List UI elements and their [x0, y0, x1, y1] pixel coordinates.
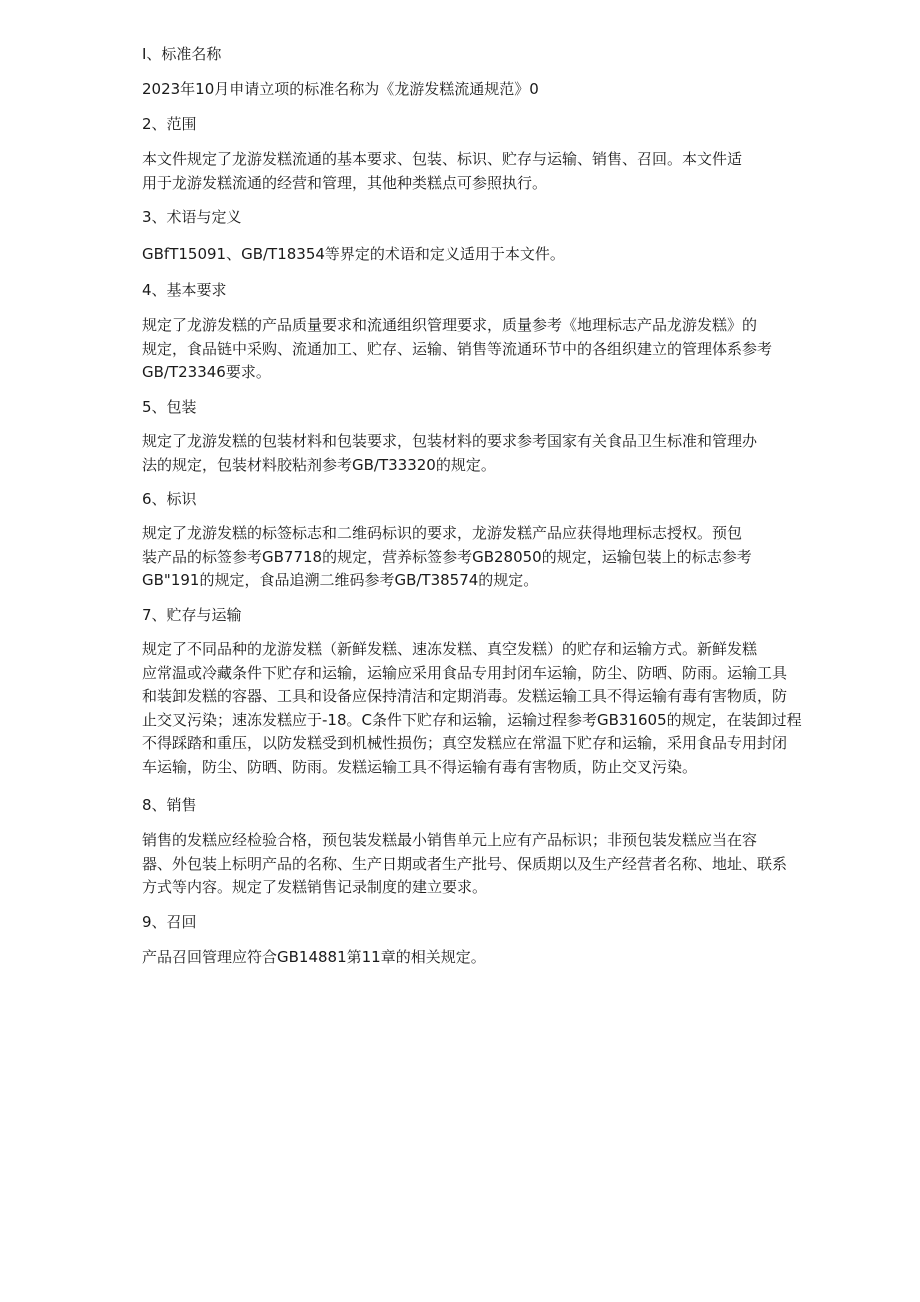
body-line: 止交叉污染；速冻发糕应于-18。C条件下贮存和运输，运输过程参考GB31605的规定，在装卸过程: [142, 710, 802, 729]
body-line: 本文件规定了龙游发糕流通的基本要求、包装、标识、贮存与运输、销售、召回。本文件适: [142, 150, 743, 168]
section-body: [142, 829, 842, 900]
body-line: 车运输，防尘、防晒、防雨。发糕运输工具不得运输有毒有害物质，防止交叉污染。: [142, 757, 698, 776]
section-heading: 2、范围: [142, 115, 197, 133]
body-line: 规定，食品链中采购、流通加工、贮存、运输、销售等流通环节中的各组织建立的管理体系参考: [142, 339, 773, 358]
body-line: 和装卸发糕的容器、工具和设备应保持清洁和定期消毒。发糕运输工具不得运输有毒有害物质，防: [142, 687, 788, 705]
body-line: 规定了不同品种的龙游发糕（新鲜发糕、速冻发糕、真空发糕）的贮存和运输方式。新鲜发糕: [142, 640, 758, 658]
section-heading: 6、标识: [142, 490, 197, 508]
body-line: 规定了龙游发糕的产品质量要求和流通组织管理要求，质量参考《地理标志产品龙游发糕》的: [142, 316, 758, 334]
section-heading: 7、贮存与运输: [142, 606, 242, 624]
section-heading: 5、包装: [142, 398, 197, 416]
body-line: 规定了龙游发糕的包装材料和包装要求，包装材料的要求参考国家有关食品卫生标准和管理办: [142, 432, 758, 450]
body-line: GB"191的规定，食品追溯二维码参考GB/T38574的规定。: [142, 571, 539, 589]
section-body: [142, 430, 842, 477]
section-body: [142, 78, 842, 102]
body-line: 法的规定，包装材料胶粘剂参考GB/T33320的规定。: [142, 455, 496, 474]
section-heading: 3、术语与定义: [142, 208, 242, 226]
body-line: 用于龙游发糕流通的经营和管理，其他种类糕点可参照执行。: [142, 173, 548, 192]
body-line: 产品召回管理应符合GB14881第11章的相关规定。: [142, 948, 486, 966]
body-line: 应常温或冷藏条件下贮存和运输，运输应采用食品专用封闭车运输，防尘、防晒、防雨。运输工具: [142, 663, 788, 682]
section-body: [142, 148, 842, 195]
body-line: 方式等内容。规定了发糕销售记录制度的建立要求。: [142, 878, 488, 896]
body-line: GBfT15091、GB/T18354等界定的术语和定义适用于本文件。: [142, 245, 565, 263]
section-heading: 8、销售: [142, 796, 197, 814]
body-line: GB/T23346要求。: [142, 363, 271, 381]
section-heading: I、标准名称: [142, 45, 222, 63]
body-line: 装产品的标签参考GB7718的规定，营养标签参考GB28050的规定，运输包装上的标志参考: [142, 547, 752, 566]
section-body: [142, 314, 842, 385]
body-line: 2023年10月申请立项的标准名称为《龙游发糕流通规范》0: [142, 80, 539, 98]
body-line: 销售的发糕应经检验合格，预包装发糕最小销售单元上应有产品标识；非预包装发糕应当在容: [142, 831, 758, 849]
section-body: [142, 638, 842, 779]
body-line: 规定了龙游发糕的标签标志和二维码标识的要求，龙游发糕产品应获得地理标志授权。预包: [142, 524, 743, 542]
body-line: 器、外包装上标明产品的名称、生产日期或者生产批号、保质期以及生产经营者名称、地址、联系: [142, 854, 788, 873]
section-body: [142, 243, 842, 267]
section-heading: 9、召回: [142, 913, 197, 931]
section-heading: 4、基本要求: [142, 281, 227, 299]
section-body: [142, 946, 842, 970]
section-body: [142, 522, 842, 593]
body-line: 不得踩踏和重压，以防发糕受到机械性损伤；真空发糕应在常温下贮存和运输，采用食品专用封闭: [142, 734, 788, 752]
